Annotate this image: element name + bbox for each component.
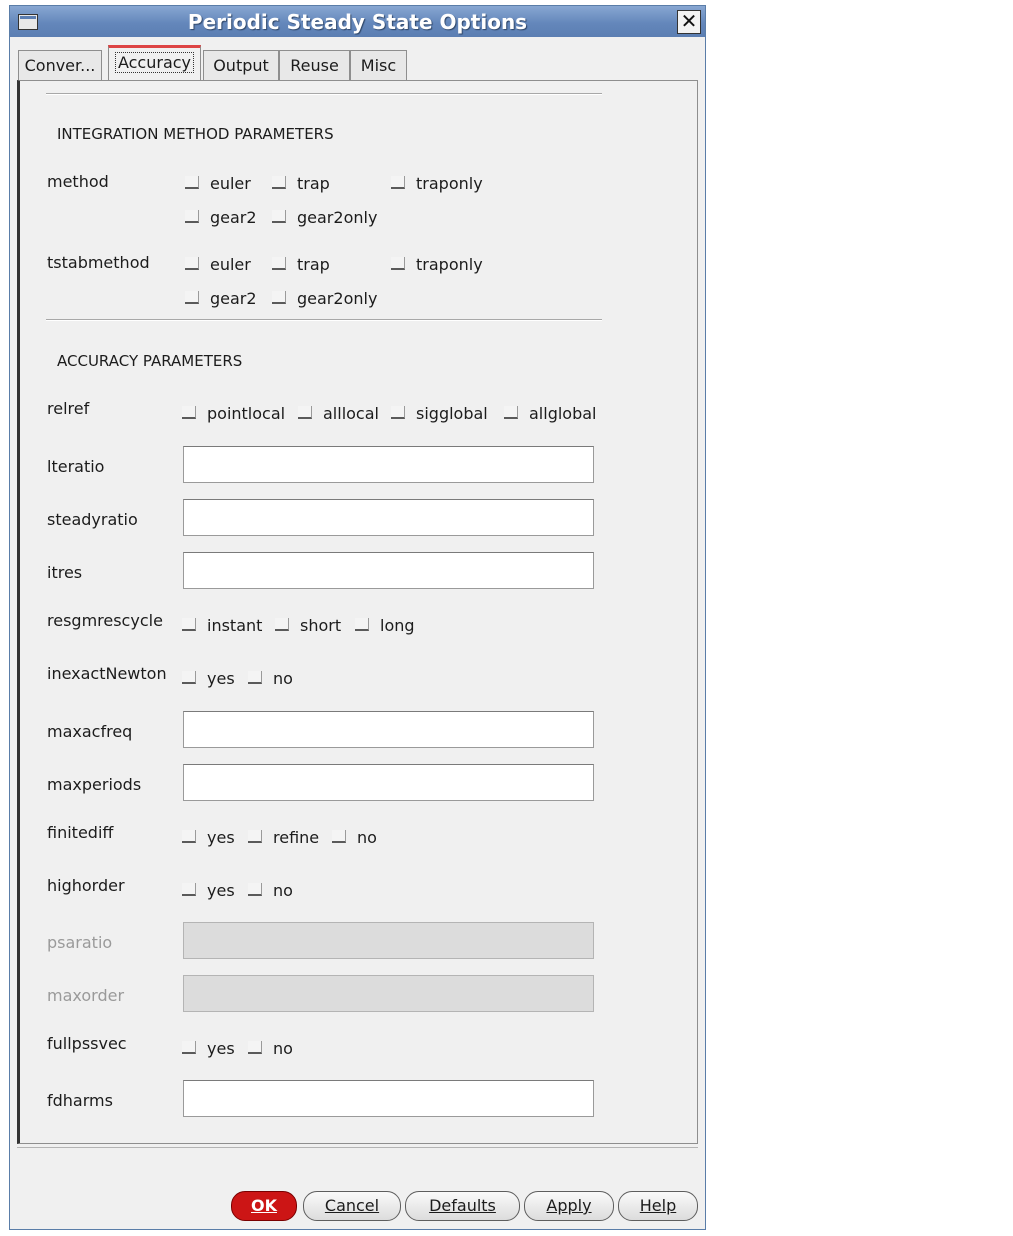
tab-bar: [10, 42, 705, 81]
cancel-button[interactable]: Cancel: [303, 1191, 401, 1221]
psaratio-label: psaratio: [47, 933, 113, 952]
steadyratio-label: steadyratio: [47, 510, 138, 529]
checkbox-box[interactable]: [248, 830, 262, 843]
checkbox-box[interactable]: [248, 883, 262, 896]
tstabmethod-gear2-checkbox[interactable]: gear2: [185, 289, 257, 308]
fullpssvec-label: fullpssvec: [47, 1034, 127, 1053]
relref-pointlocal-checkbox[interactable]: pointlocal: [182, 404, 285, 423]
title-bar[interactable]: [10, 6, 705, 37]
tstabmethod-gear2only-checkbox[interactable]: gear2only: [272, 289, 377, 308]
checkbox-box[interactable]: [391, 406, 405, 419]
checkbox-box[interactable]: [185, 257, 199, 270]
itres-input[interactable]: [183, 552, 594, 589]
checkbox-box[interactable]: [185, 210, 199, 223]
accuracy-panel: [17, 80, 698, 1144]
tab-output[interactable]: Output: [203, 50, 279, 81]
method-trap-checkbox[interactable]: trap: [272, 174, 330, 193]
relref-allglobal-checkbox[interactable]: allglobal: [504, 404, 597, 423]
tstabmethod-trap-checkbox[interactable]: trap: [272, 255, 330, 274]
divider: [46, 93, 602, 95]
resgmrescycle-label: resgmrescycle: [47, 611, 163, 630]
lteratio-label: lteratio: [47, 457, 105, 476]
defaults-button[interactable]: Defaults: [405, 1191, 520, 1221]
highorder-no-checkbox[interactable]: no: [248, 881, 293, 900]
divider: [46, 319, 602, 321]
close-icon[interactable]: ✕: [677, 10, 701, 34]
fdharms-label: fdharms: [47, 1091, 113, 1110]
method-euler-checkbox[interactable]: euler: [185, 174, 251, 193]
steadyratio-input[interactable]: [183, 499, 594, 536]
maxacfreq-label: maxacfreq: [47, 722, 133, 741]
checkbox-box[interactable]: [391, 257, 405, 270]
tab-accuracy[interactable]: Accuracy: [108, 45, 201, 81]
finitediff-refine-checkbox[interactable]: refine: [248, 828, 319, 847]
checkbox-box[interactable]: [355, 618, 369, 631]
resgmrescycle-short-checkbox[interactable]: short: [275, 616, 341, 635]
highorder-label: highorder: [47, 876, 125, 895]
checkbox-box[interactable]: [185, 291, 199, 304]
checkbox-box[interactable]: [332, 830, 346, 843]
highorder-yes-checkbox[interactable]: yes: [182, 881, 235, 900]
method-label: method: [47, 172, 109, 191]
apply-button[interactable]: Apply: [524, 1191, 614, 1221]
relref-label: relref: [47, 399, 90, 418]
footer-divider: [17, 1147, 698, 1148]
lteratio-input[interactable]: [183, 446, 594, 483]
checkbox-box[interactable]: [272, 257, 286, 270]
tab-convergence[interactable]: Conver...: [18, 50, 102, 81]
maxorder-input: [183, 975, 594, 1012]
checkbox-box[interactable]: [182, 883, 196, 896]
finitediff-label: finitediff: [47, 823, 114, 842]
fullpssvec-yes-checkbox[interactable]: yes: [182, 1039, 235, 1058]
section-heading-integration: INTEGRATION METHOD PARAMETERS: [57, 125, 334, 143]
method-gear2-checkbox[interactable]: gear2: [185, 208, 257, 227]
relref-sigglobal-checkbox[interactable]: sigglobal: [391, 404, 488, 423]
checkbox-box[interactable]: [182, 618, 196, 631]
finitediff-yes-checkbox[interactable]: yes: [182, 828, 235, 847]
tstabmethod-traponly-checkbox[interactable]: traponly: [391, 255, 483, 274]
inexactnewton-no-checkbox[interactable]: no: [248, 669, 293, 688]
checkbox-box[interactable]: [391, 176, 405, 189]
maxacfreq-input[interactable]: [183, 711, 594, 748]
checkbox-box[interactable]: [275, 618, 289, 631]
psaratio-input: [183, 922, 594, 959]
ok-button[interactable]: OK: [231, 1191, 297, 1221]
finitediff-no-checkbox[interactable]: no: [332, 828, 377, 847]
fdharms-input[interactable]: [183, 1080, 594, 1117]
method-gear2only-checkbox[interactable]: gear2only: [272, 208, 377, 227]
tstabmethod-euler-checkbox[interactable]: euler: [185, 255, 251, 274]
checkbox-box[interactable]: [182, 406, 196, 419]
window-title: Periodic Steady State Options: [187, 10, 528, 34]
method-traponly-checkbox[interactable]: traponly: [391, 174, 483, 193]
resgmrescycle-long-checkbox[interactable]: long: [355, 616, 415, 635]
checkbox-box[interactable]: [272, 176, 286, 189]
checkbox-box[interactable]: [182, 671, 196, 684]
checkbox-box[interactable]: [182, 830, 196, 843]
checkbox-box[interactable]: [185, 176, 199, 189]
checkbox-box[interactable]: [248, 1041, 262, 1054]
tab-reuse[interactable]: Reuse: [279, 50, 350, 81]
maxperiods-input[interactable]: [183, 764, 594, 801]
checkbox-box[interactable]: [298, 406, 312, 419]
checkbox-box[interactable]: [182, 1041, 196, 1054]
maxperiods-label: maxperiods: [47, 775, 142, 794]
tab-misc[interactable]: Misc: [350, 50, 407, 81]
inexactnewton-yes-checkbox[interactable]: yes: [182, 669, 235, 688]
checkbox-box[interactable]: [248, 671, 262, 684]
relref-alllocal-checkbox[interactable]: alllocal: [298, 404, 379, 423]
fullpssvec-no-checkbox[interactable]: no: [248, 1039, 293, 1058]
resgmrescycle-instant-checkbox[interactable]: instant: [182, 616, 262, 635]
dialog-window: [9, 5, 706, 1230]
checkbox-box[interactable]: [504, 406, 518, 419]
checkbox-box[interactable]: [272, 210, 286, 223]
inexactnewton-label: inexactNewton: [47, 664, 167, 683]
section-heading-accuracy: ACCURACY PARAMETERS: [57, 352, 243, 370]
itres-label: itres: [47, 563, 83, 582]
maxorder-label: maxorder: [47, 986, 125, 1005]
tstabmethod-label: tstabmethod: [47, 253, 150, 272]
help-button[interactable]: Help: [618, 1191, 698, 1221]
checkbox-box[interactable]: [272, 291, 286, 304]
